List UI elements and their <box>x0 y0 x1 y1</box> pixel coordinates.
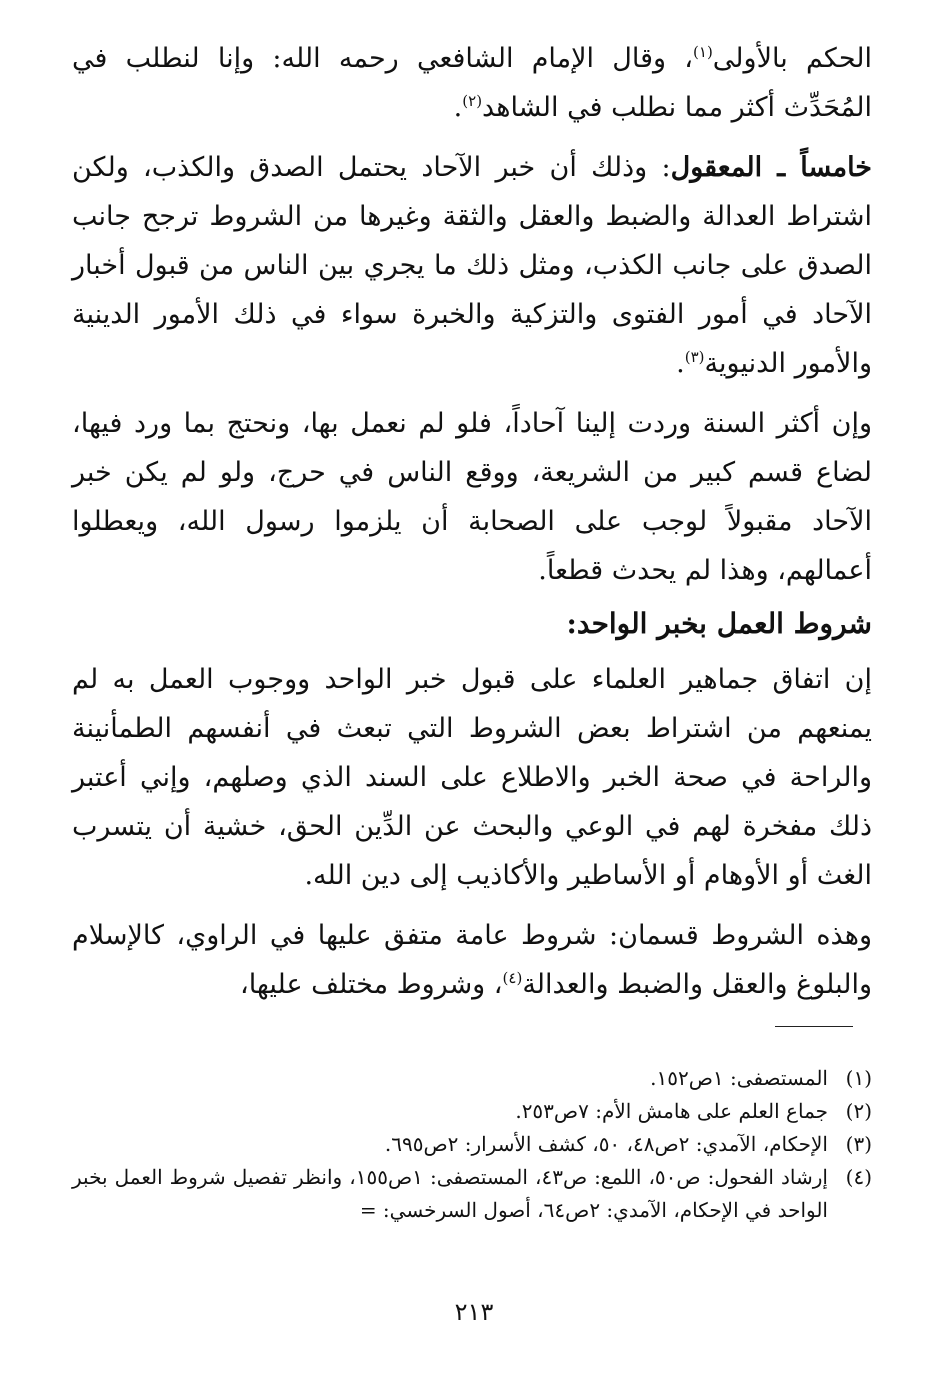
page-number: ٢١٣ <box>454 1298 494 1326</box>
footnote-text: المستصفى: ١ص١٥٢. <box>650 1066 828 1090</box>
footnote-item <box>72 1095 872 1128</box>
footnote-ref-3: (٣) <box>684 348 705 366</box>
footnote-item <box>72 1062 872 1095</box>
footnote-number: (٤) <box>845 1165 872 1189</box>
section-heading: شروط العمل بخبر الواحد: <box>566 607 872 640</box>
paragraph-4: إن اتفاق جماهير العلماء على قبول خبر الواحد ووجوب العمل به لم يمنعهم من اشتراط بعض الشروط التي تبعث في أنفسهم الطمأنينة والراحة في صحة الخبر والاطلاع على السند الذي وصلهم، وإني أعتبر ذلك مفخرة لهم في الوعي والبحث عن الدِّين الحق، خشية أن يتسرب الغث أو الأوهام أو الأساطير والأكاذيب إلى دين الله. <box>72 664 872 891</box>
footnote-separator <box>775 1026 853 1027</box>
paragraph-5 <box>72 911 872 1009</box>
paragraph-1 <box>72 34 872 132</box>
paragraph-1-text-c: . <box>453 92 463 123</box>
footnote-ref-2: (٢) <box>462 92 483 110</box>
footnote-number: (٣) <box>845 1132 872 1156</box>
paragraph-1-text-a: الحكم بالأولى <box>712 43 872 74</box>
footnote-ref-4: (٤) <box>502 969 523 987</box>
section-lead-title: خامساً ـ المعقول <box>670 152 873 183</box>
paragraph-3: وإن أكثر السنة وردت إلينا آحاداً، فلو لم نعمل بها، ونحتج بما ورد فيها، لضاع قسم كبير من الشريعة، ووقع الناس في حرج، ولو لم يكن خبر الآحاد مقبولاً لوجب على الصحابة أن يلزموا رسول الله، ويعطلوا أعمالهم، وهذا لم يحدث قطعاً. <box>72 408 872 586</box>
footnote-text: الإحكام، الآمدي: ٢ص٤٨، ٥٠، كشف الأسرار: ٢ص٦٩٥. <box>384 1132 828 1156</box>
footnote-text: إرشاد الفحول: ص٥٠، اللمع: ص٤٣، المستصفى: ١ص١٥٥، وانظر تفصيل شروط العمل بخبر الواحد في الإحكام، الآمدي: ٢ص٦٤، أصول السرخسي: = <box>72 1165 828 1222</box>
footnote-item <box>72 1128 872 1161</box>
paragraph-2 <box>72 143 872 388</box>
footnote-item <box>72 1161 872 1227</box>
footnote-number: (٢) <box>845 1099 872 1123</box>
page-body <box>72 34 872 1009</box>
footnote-ref-1: (١) <box>693 43 713 61</box>
footnotes <box>72 1062 872 1227</box>
paragraph-2-text-b: . <box>676 348 685 379</box>
paragraph-1-text-b: ، وقال الإمام الشافعي رحمه الله: وإنا لنطلب في المُحَدِّث أكثر مما نطلب في الشاهد <box>72 43 872 123</box>
paragraph-2-text-a: : وذلك أن خبر الآحاد يحتمل الصدق والكذب، ولكن اشتراط العدالة والضبط والعقل والثقة وغيرها من الشروط ترجح جانب الصدق على جانب الكذب، ومثل ذلك ما يجري بين الناس من قبول أخبار الآحاد في أمور الفتوى والتزكية والخبرة سواء في ذلك الأمور الدينية والأمور الدنيوية <box>72 152 872 379</box>
footnote-number: (١) <box>845 1066 872 1090</box>
paragraph-5-text-b: ، وشروط مختلف عليها، <box>239 969 503 1000</box>
footnote-text: جماع العلم على هامش الأم: ٧ص٢٥٣. <box>515 1099 828 1123</box>
paragraph-5-text-a: وهذه الشروط قسمان: شروط عامة متفق عليها في الراوي، كالإسلام والبلوغ والعقل والضبط والعدالة <box>72 920 872 1000</box>
